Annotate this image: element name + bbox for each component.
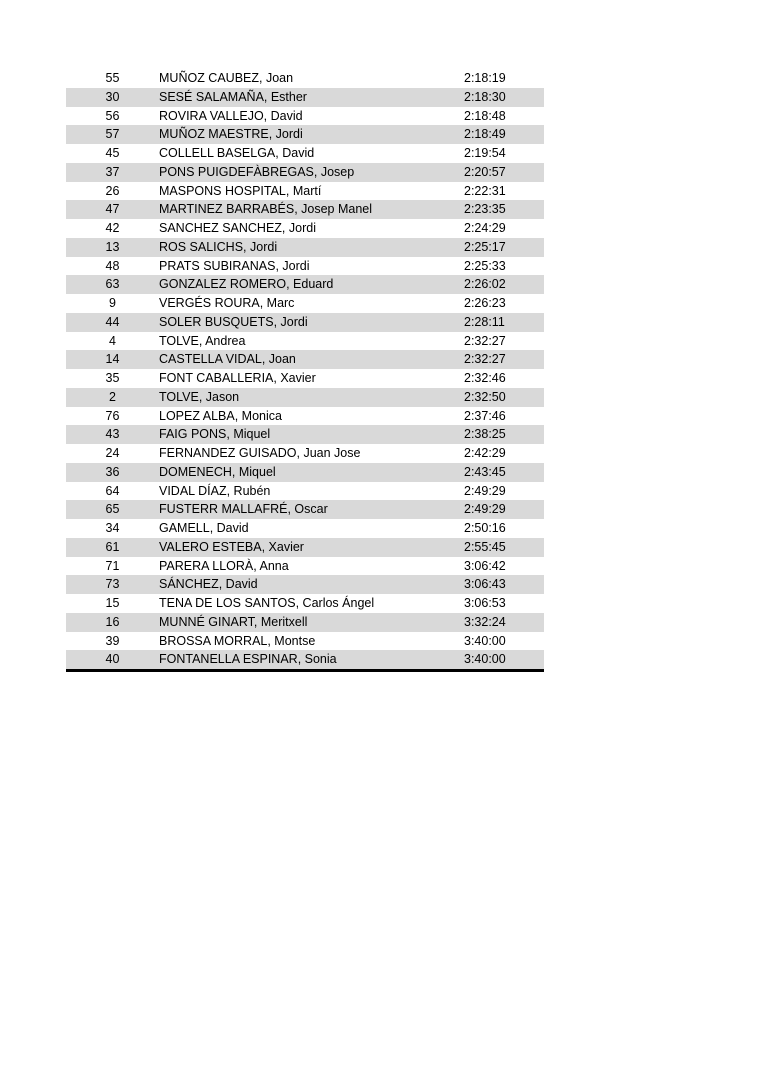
table-row	[66, 332, 544, 351]
finish-time-cell: 2:55:45	[454, 538, 544, 557]
runner-name-cell: LOPEZ ALBA, Monica	[159, 408, 282, 423]
table-row	[66, 463, 544, 482]
finish-time-cell: 2:26:23	[464, 296, 506, 310]
dorsal-cell: 45	[105, 146, 120, 160]
dorsal-cell: 44	[66, 313, 159, 332]
runner-name-cell: MARTINEZ BARRABÉS, Josep Manel	[159, 200, 454, 219]
runner-name-cell: TOLVE, Andrea	[159, 333, 246, 348]
runner-name-cell: DOMENECH, Miquel	[159, 463, 454, 482]
table-row	[66, 538, 544, 557]
runner-name-cell: FUSTERR MALLAFRÉ, Oscar	[159, 500, 454, 519]
finish-time-cell: 2:50:16	[464, 521, 506, 535]
finish-time-cell: 2:38:25	[454, 425, 544, 444]
finish-time-cell: 2:23:35	[454, 200, 544, 219]
runner-name-cell: MUÑOZ CAUBEZ, Joan	[159, 71, 294, 85]
dorsal-cell: 39	[105, 633, 120, 648]
finish-time-cell: 3:06:42	[464, 558, 506, 573]
runner-name-cell: MUNNÉ GINART, Meritxell	[159, 613, 454, 632]
table-row	[66, 575, 544, 594]
runner-name-cell: MASPONS HOSPITAL, Martí	[159, 183, 322, 198]
table-row	[66, 444, 544, 463]
runner-name-cell: FONTANELLA ESPINAR, Sonia	[159, 650, 454, 670]
dorsal-cell: 15	[105, 596, 120, 610]
dorsal-cell: 61	[66, 538, 159, 557]
finish-time-cell: 2:49:29	[464, 483, 506, 498]
dorsal-cell: 63	[66, 275, 159, 294]
table-row	[66, 257, 544, 276]
table-row	[66, 182, 544, 201]
finish-time-cell: 2:18:48	[464, 108, 506, 123]
runner-name-cell: SANCHEZ SANCHEZ, Jordi	[159, 221, 316, 235]
table-row	[66, 219, 544, 238]
dorsal-cell: 57	[66, 125, 159, 144]
finish-time-cell: 3:40:00	[464, 633, 506, 648]
runner-name-cell: VERGÉS ROURA, Marc	[159, 296, 295, 310]
runner-name-cell: PARERA LLORÀ, Anna	[159, 558, 289, 573]
runner-name-cell: FONT CABALLERIA, Xavier	[159, 371, 316, 385]
runner-name-cell: PRATS SUBIRANAS, Jordi	[159, 258, 310, 273]
finish-time-cell: 2:18:19	[464, 71, 506, 85]
dorsal-cell: 43	[66, 425, 159, 444]
finish-time-cell: 2:25:33	[464, 258, 506, 273]
table-row	[66, 163, 544, 182]
runner-name-cell: CASTELLA VIDAL, Joan	[159, 350, 454, 369]
table-row	[66, 200, 544, 219]
finish-time-cell: 2:19:54	[464, 146, 506, 160]
dorsal-cell: 2	[66, 388, 159, 407]
dorsal-cell: 24	[105, 446, 120, 460]
runner-name-cell: ROVIRA VALLEJO, David	[159, 108, 303, 123]
table-row	[66, 557, 544, 576]
table-row	[66, 500, 544, 519]
finish-time-cell: 2:18:30	[454, 88, 544, 107]
table-row	[66, 238, 544, 257]
finish-time-cell: 3:40:00	[454, 650, 544, 670]
finish-time-cell: 2:28:11	[454, 313, 544, 332]
table-row	[66, 519, 544, 538]
runner-name-cell: PONS PUIGDEFÀBREGAS, Josep	[159, 163, 454, 182]
table-row	[66, 107, 544, 126]
dorsal-cell: 73	[66, 575, 159, 594]
runner-name-cell: GAMELL, David	[159, 521, 249, 535]
results-body	[66, 69, 544, 671]
dorsal-cell: 16	[66, 613, 159, 632]
finish-time-cell: 3:06:53	[464, 596, 506, 610]
finish-time-cell: 2:24:29	[464, 221, 506, 235]
table-row	[66, 388, 544, 407]
dorsal-cell: 26	[105, 183, 120, 198]
dorsal-cell: 64	[105, 483, 120, 498]
table-row	[66, 425, 544, 444]
table-row	[66, 369, 544, 388]
table-row	[66, 313, 544, 332]
finish-time-cell: 2:43:45	[454, 463, 544, 482]
dorsal-cell: 65	[66, 500, 159, 519]
finish-time-cell: 2:32:46	[464, 371, 506, 385]
runner-name-cell: ROS SALICHS, Jordi	[159, 238, 454, 257]
table-row	[66, 650, 544, 670]
runner-name-cell: MUÑOZ MAESTRE, Jordi	[159, 125, 454, 144]
results-table	[66, 69, 544, 672]
finish-time-cell: 2:26:02	[454, 275, 544, 294]
table-row	[66, 69, 544, 88]
finish-time-cell: 2:20:57	[454, 163, 544, 182]
runner-name-cell: FAIG PONS, Miquel	[159, 425, 454, 444]
table-row	[66, 594, 544, 613]
runner-name-cell: COLLELL BASELGA, David	[159, 146, 315, 160]
runner-name-cell: FERNANDEZ GUISADO, Juan Jose	[159, 446, 361, 460]
runner-name-cell: TOLVE, Jason	[159, 388, 454, 407]
runner-name-cell: BROSSA MORRAL, Montse	[159, 633, 316, 648]
dorsal-cell: 48	[105, 258, 120, 273]
finish-time-cell: 2:25:17	[454, 238, 544, 257]
table-row	[66, 125, 544, 144]
dorsal-cell: 9	[109, 296, 116, 310]
finish-time-cell: 2:22:31	[464, 183, 506, 198]
dorsal-cell: 30	[66, 88, 159, 107]
finish-time-cell: 3:06:43	[454, 575, 544, 594]
table-row	[66, 482, 544, 501]
dorsal-cell: 40	[66, 650, 159, 670]
table-row	[66, 144, 544, 163]
dorsal-cell: 71	[105, 558, 120, 573]
finish-time-cell: 2:42:29	[464, 446, 506, 460]
dorsal-cell: 34	[105, 521, 120, 535]
table-row	[66, 407, 544, 426]
runner-name-cell: VALERO ESTEBA, Xavier	[159, 538, 454, 557]
finish-time-cell: 2:32:27	[464, 333, 506, 348]
dorsal-cell: 36	[66, 463, 159, 482]
finish-time-cell: 3:32:24	[454, 613, 544, 632]
dorsal-cell: 56	[105, 108, 120, 123]
finish-time-cell: 2:18:49	[454, 125, 544, 144]
table-row	[66, 632, 544, 651]
dorsal-cell: 55	[105, 71, 120, 85]
dorsal-cell: 42	[105, 221, 120, 235]
dorsal-cell: 76	[105, 408, 120, 423]
dorsal-cell: 37	[66, 163, 159, 182]
runner-name-cell: SOLER BUSQUETS, Jordi	[159, 313, 454, 332]
table-row	[66, 613, 544, 632]
finish-time-cell: 2:32:50	[454, 388, 544, 407]
runner-name-cell: GONZALEZ ROMERO, Eduard	[159, 275, 454, 294]
table-row	[66, 88, 544, 107]
dorsal-cell: 14	[66, 350, 159, 369]
dorsal-cell: 4	[109, 333, 116, 348]
dorsal-cell: 13	[66, 238, 159, 257]
runner-name-cell: TENA DE LOS SANTOS, Carlos Ángel	[159, 596, 375, 610]
table-row	[66, 350, 544, 369]
dorsal-cell: 47	[66, 200, 159, 219]
runner-name-cell: SESÉ SALAMAÑA, Esther	[159, 88, 454, 107]
dorsal-cell: 35	[105, 371, 120, 385]
finish-time-cell: 2:37:46	[464, 408, 506, 423]
table-row	[66, 294, 544, 313]
runner-name-cell: SÁNCHEZ, David	[159, 575, 454, 594]
finish-time-cell: 2:49:29	[454, 500, 544, 519]
runner-name-cell: VIDAL DÍAZ, Rubén	[159, 483, 271, 498]
table-row	[66, 275, 544, 294]
finish-time-cell: 2:32:27	[454, 350, 544, 369]
